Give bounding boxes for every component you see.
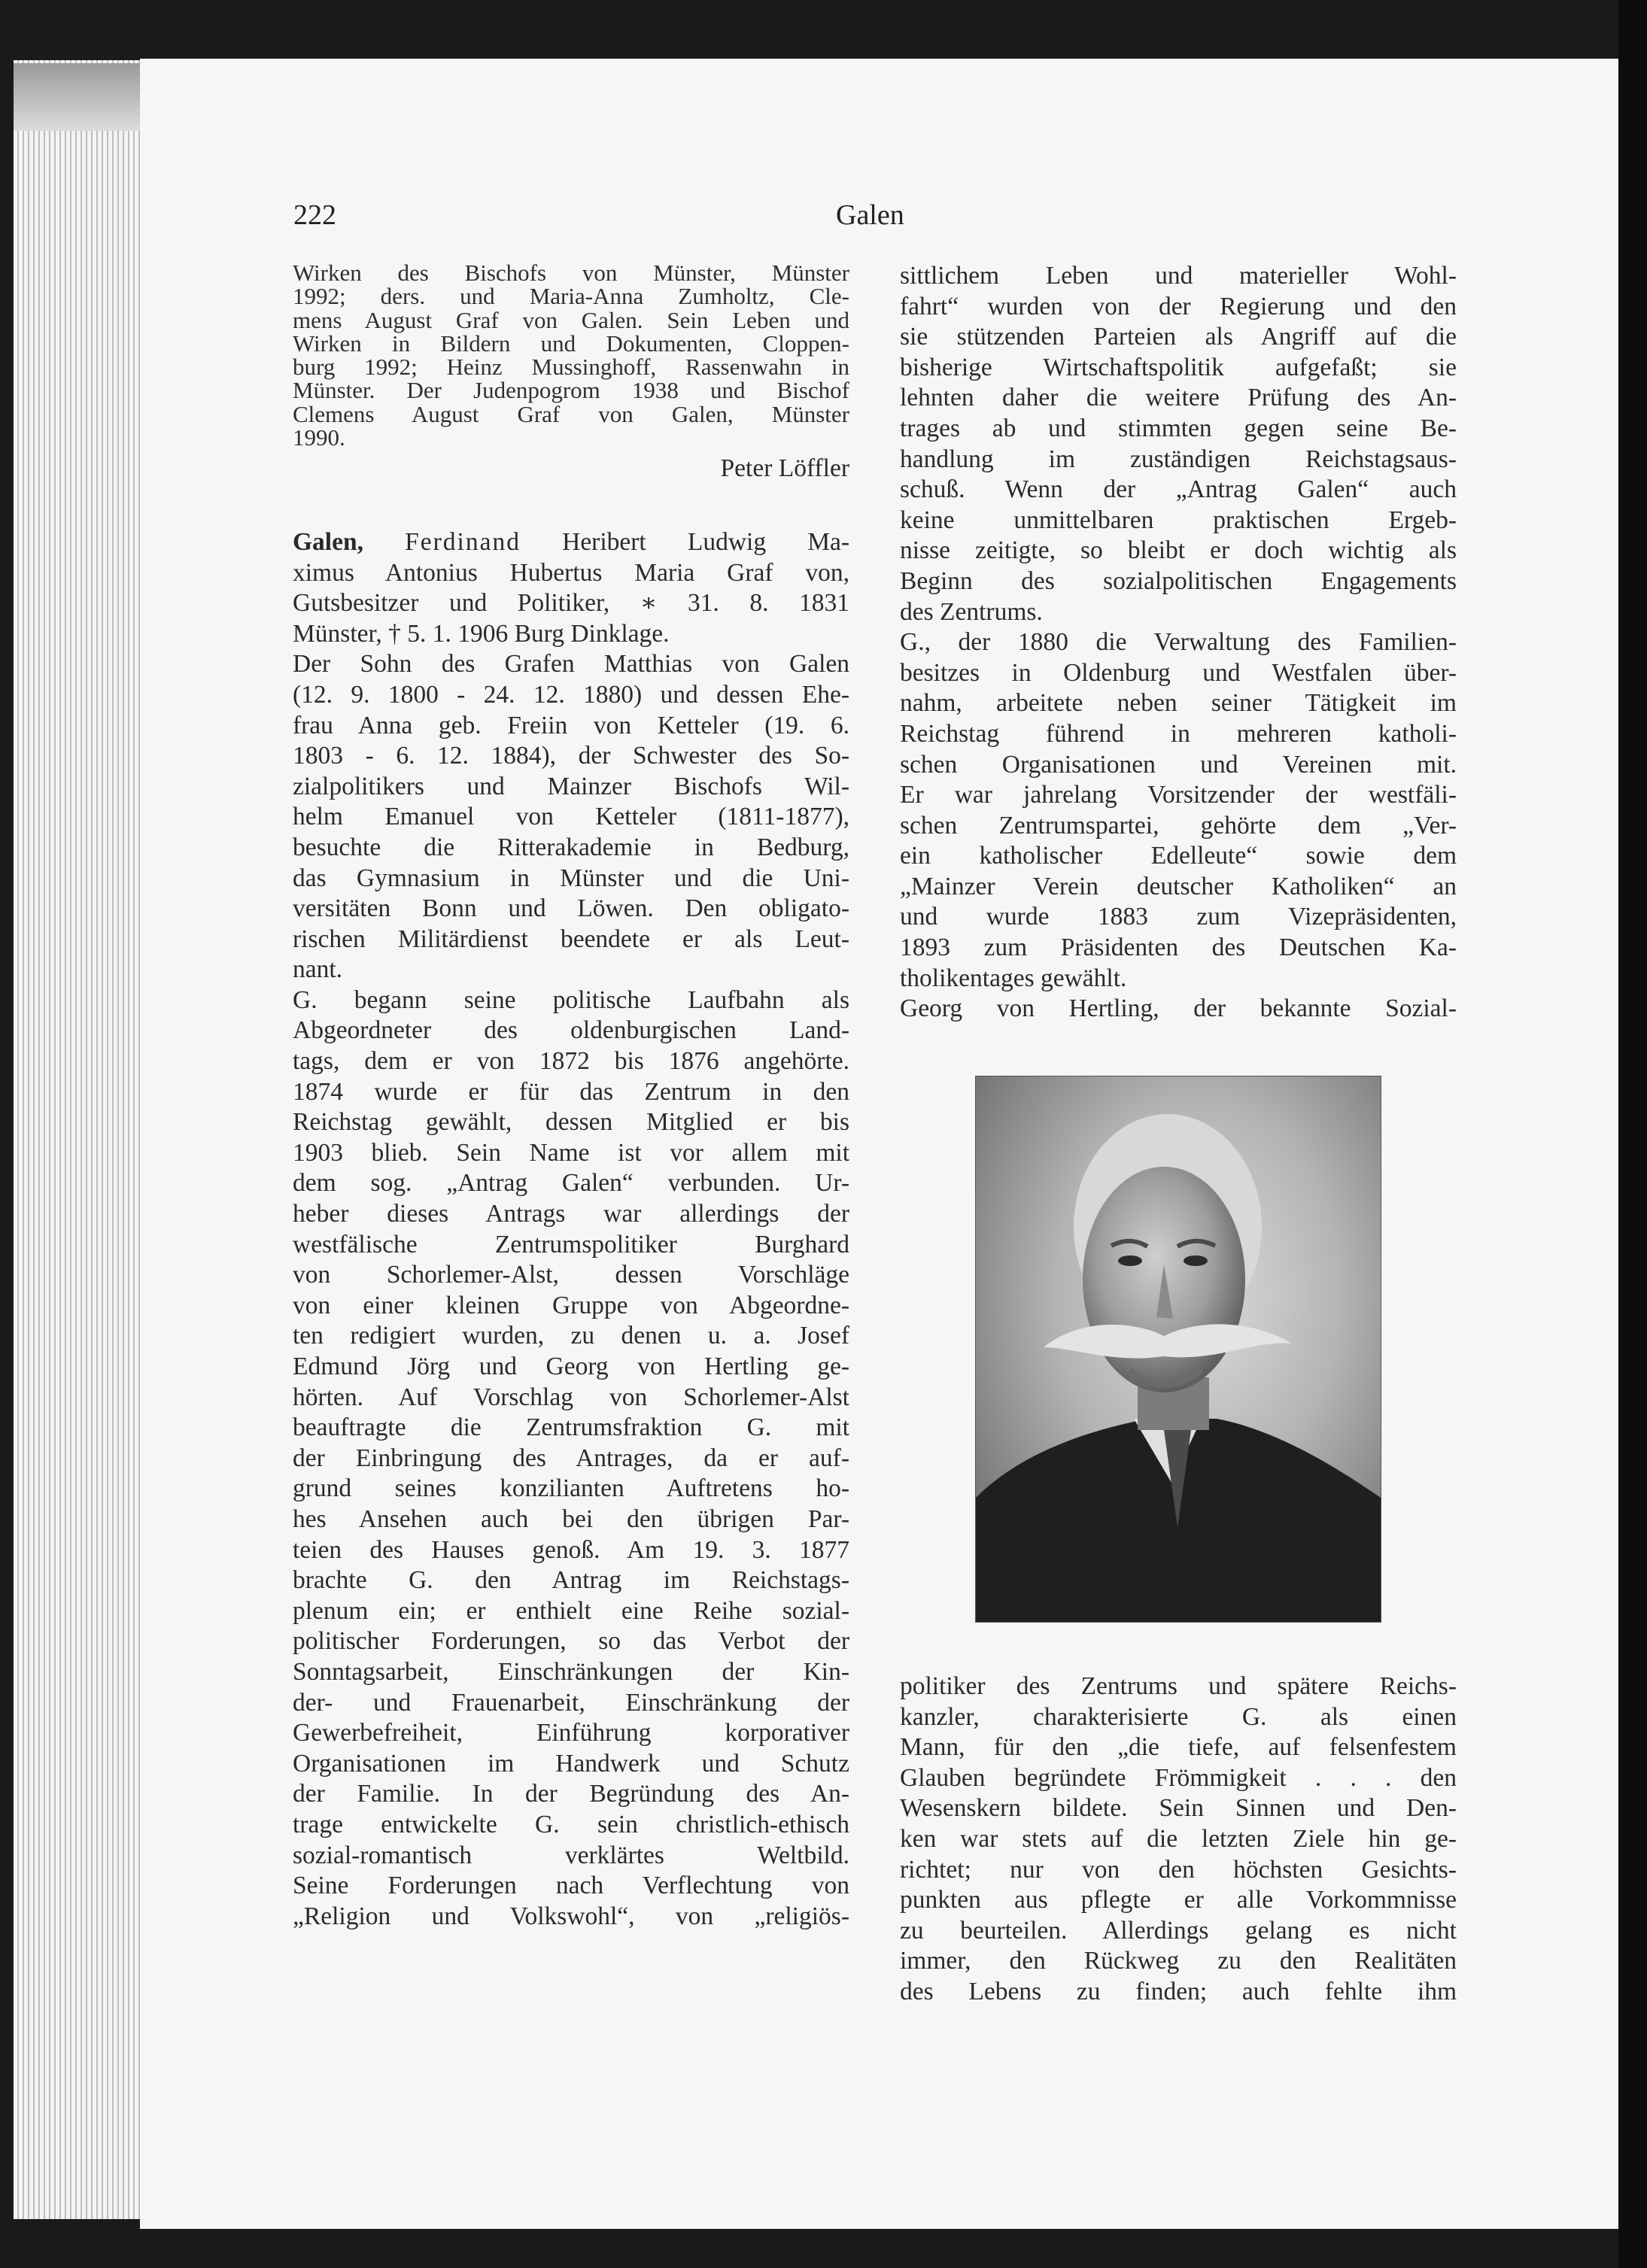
text-line: Der Sohn des Grafen Matthias von Galen (293, 650, 849, 679)
text-line: teien des Hauses genoß. Am 19. 3. 1877 (293, 1535, 849, 1564)
text-line: von einer kleinen Gruppe von Abgeordne- (293, 1291, 849, 1319)
text-line: (12. 9. 1800 - 24. 12. 1880) und dessen Ehe- (293, 680, 849, 709)
text-line: G., der 1880 die Verwaltung des Familien- (900, 628, 1457, 657)
text-line: Beginn des sozialpolitischen Engagements (900, 566, 1457, 595)
text-line: sittlichem Leben und materieller Wohl- (900, 262, 1457, 290)
text-line: dem sog. „Antrag Galen“ verbunden. Ur- (293, 1169, 849, 1198)
text-line: schuß. Wenn der „Antrag Galen“ auch (900, 475, 1457, 504)
running-head-title: Galen (836, 199, 904, 231)
text-line: tholikentages gewählt. (900, 964, 1127, 992)
text-line: lehnten daher die weitere Prüfung des An- (900, 384, 1457, 412)
portrait-image (976, 1076, 1381, 1622)
text-line: des Lebens zu finden; auch fehlte ihm (900, 1977, 1457, 2005)
text-line: 1874 wurde er für das Zentrum in den (293, 1077, 849, 1106)
column-right-bottom (900, 1671, 1457, 2008)
text-line: Reichstag führend in mehreren katholi- (900, 719, 1457, 748)
text-line: besitzes in Oldenburg und Westfalen über- (900, 658, 1457, 687)
text-line: hes Ansehen auch bei den übrigen Par- (293, 1504, 849, 1533)
text-line: hörten. Auf Vorschlag von Schorlemer-Alst (293, 1383, 849, 1411)
text-line: westfälische Zentrumspolitiker Burghard (293, 1230, 849, 1258)
bibliography-line: burg 1992; Heinz Mussinghoff, Rassenwahn in (293, 354, 849, 381)
text-line: von Schorlemer-Alst, dessen Vorschläge (293, 1261, 849, 1289)
entry-name: Galen, (293, 527, 363, 556)
text-line: schen Zentrumspartei, gehörte dem „Ver- (900, 811, 1457, 839)
entry-heading (293, 527, 849, 558)
text-line: trage entwickelte G. sein christlich-ethisch (293, 1810, 849, 1838)
text-line: Mann, für den „die tiefe, auf felsenfestem (900, 1733, 1457, 1762)
text-line: Edmund Jörg und Georg von Hertling ge- (293, 1353, 849, 1380)
text-line: heber dieses Antrags war allerdings der (293, 1200, 849, 1228)
text-line: politiker des Zentrums und spätere Reichs- (900, 1672, 1457, 1700)
text-line: richtet; nur von den höchsten Gesichts- (900, 1855, 1457, 1884)
text-line: bisherige Wirtschaftspolitik aufgefaßt; sie (900, 353, 1457, 381)
text-line: der Familie. In der Begründung des An- (293, 1780, 849, 1808)
text-line: trages ab und stimmten gegen seine Be- (900, 414, 1457, 442)
entry-lead-line: ximus Antonius Hubertus Maria Graf von, (293, 558, 849, 587)
bibliography-line: Clemens August Graf von Galen, Münster (293, 400, 849, 427)
text-line: Georg von Hertling, der bekannte Sozial- (900, 994, 1457, 1023)
text-line: Reichstag gewählt, dessen Mitglied er bis (293, 1108, 849, 1137)
bibliography-line: mens August Graf von Galen. Sein Leben und (293, 306, 849, 333)
page-shadow (1618, 0, 1647, 2268)
text-line: Abgeordneter des oldenburgischen Land- (293, 1016, 849, 1045)
text-line: 1893 zum Präsidenten des Deutschen Ka- (900, 934, 1457, 962)
text-line: „Mainzer Verein deutscher Katholiken“ an (900, 872, 1457, 900)
text-line: schen Organisationen und Vereinen mit. (900, 750, 1457, 779)
text-line: ein katholischer Edelleute“ sowie dem (900, 842, 1457, 870)
text-line: ten redigiert wurden, zu denen u. a. Josef (293, 1322, 849, 1350)
text-line: besuchte die Ritterakademie in Bedburg, (293, 833, 849, 861)
book-page-edges-top (14, 63, 140, 131)
text-line: Seine Forderungen nach Verflechtung von (293, 1872, 849, 1900)
text-line: sie stützenden Parteien als Angriff auf die (900, 323, 1457, 351)
text-line: nant. (293, 955, 343, 984)
column-left (293, 261, 849, 1932)
text-line: 1903 blieb. Sein Name ist vor allem mit (293, 1138, 849, 1167)
text-line: helm Emanuel von Ketteler (1811-1877), (293, 803, 849, 831)
text-line: Gewerbefreiheit, Einführung korporativer (293, 1719, 849, 1747)
text-line: handlung im zuständigen Reichstagsaus- (900, 445, 1457, 473)
text-line: nahm, arbeitete neben seiner Tätigkeit im (900, 689, 1457, 718)
text-line: beauftragte die Zentrumsfraktion G. mit (293, 1413, 849, 1442)
text-line: der- und Frauenarbeit, Einschränkung der (293, 1688, 849, 1717)
text-line: grund seines konzilianten Auftretens ho- (293, 1474, 849, 1503)
text-line: und wurde 1883 zum Vizepräsidenten, (900, 903, 1457, 931)
text-line: punkten aus pflegte er alle Vorkommnisse (900, 1886, 1457, 1914)
portrait-photo (975, 1076, 1381, 1623)
text-line: Glauben begründete Frömmigkeit . . . den (900, 1763, 1457, 1792)
entry-heading-rest: Heribert Ludwig Ma- (562, 527, 850, 556)
text-line: tags, dem er von 1872 bis 1876 angehörte. (293, 1047, 849, 1076)
text-line: „Religion und Volkswohl“, von „religiös- (293, 1902, 849, 1930)
bibliography-line: 1992; ders. und Maria-Anna Zumholtz, Cle- (293, 283, 849, 310)
entry-given-name: Ferdinand (405, 527, 521, 556)
column-left-body (293, 649, 849, 1932)
text-line: Wesenskern bildete. Sein Sinnen und Den- (900, 1794, 1457, 1823)
text-line: plenum ein; er enthielt eine Reihe sozial- (293, 1596, 849, 1625)
text-line: das Gymnasium in Münster und die Uni- (293, 864, 849, 892)
text-line: rischen Militärdienst beendete er als Leut- (293, 925, 849, 953)
bibliography-line: Wirken des Bischofs von Münster, Münster (293, 260, 849, 286)
text-line: Er war jahrelang Vorsitzender der westfäli- (900, 781, 1457, 809)
text-line: zu beurteilen. Allerdings gelang es nicht (900, 1916, 1457, 1945)
text-line: G. begann seine politische Laufbahn als (293, 985, 849, 1014)
text-line: sozial-romantisch verklärtes Weltbild. (293, 1841, 849, 1869)
text-line: frau Anna geb. Freiin von Ketteler (19. 6. (293, 711, 849, 739)
bibliography-line: Wirken in Bildern und Dokumenten, Cloppen- (293, 329, 849, 357)
text-line: des Zentrums. (900, 597, 1043, 626)
text-line: versitäten Bonn und Löwen. Den obligato- (293, 894, 849, 923)
bibliography-line: Münster. Der Judenpogrom 1938 und Bischof (293, 377, 849, 404)
text-line: politischer Forderungen, so das Verbot der (293, 1627, 849, 1656)
entry-lead-line: Münster, † 5. 1. 1906 Burg Dinklage. (293, 619, 670, 648)
text-line: brachte G. den Antrag im Reichstags- (293, 1566, 849, 1595)
author-previous-entry: Peter Löffler (720, 454, 849, 483)
bibliography-previous-entry (293, 261, 849, 449)
page-number: 222 (293, 199, 336, 231)
text-line: Organisationen im Handwerk und Schutz (293, 1749, 849, 1778)
text-line: ken war stets auf die letzten Ziele hin ge- (900, 1824, 1457, 1853)
bibliography-line: 1990. (293, 424, 345, 451)
text-line: kanzler, charakterisierte G. als einen (900, 1702, 1457, 1731)
text-line: zialpolitikers und Mainzer Bischofs Wil- (293, 772, 849, 800)
column-right-top (900, 261, 1457, 1025)
text-line: nisse zeitigte, so bleibt er doch wichtig als (900, 536, 1457, 565)
book-page-edges (14, 60, 140, 2219)
text-line: keine unmittelbaren praktischen Ergeb- (900, 506, 1457, 534)
text-line: fahrt“ wurden von der Regierung und den (900, 292, 1457, 320)
text-line: 1803 - 6. 12. 1884), der Schwester des So- (293, 742, 849, 770)
entry-lead-line: Gutsbesitzer und Politiker, ∗ 31. 8. 1831 (293, 589, 849, 618)
text-line: der Einbringung des Antrages, da er auf- (293, 1444, 849, 1472)
text-line: immer, den Rückweg zu den Realitäten (900, 1947, 1457, 1975)
text-line: Sonntagsarbeit, Einschränkungen der Kin- (293, 1657, 849, 1686)
